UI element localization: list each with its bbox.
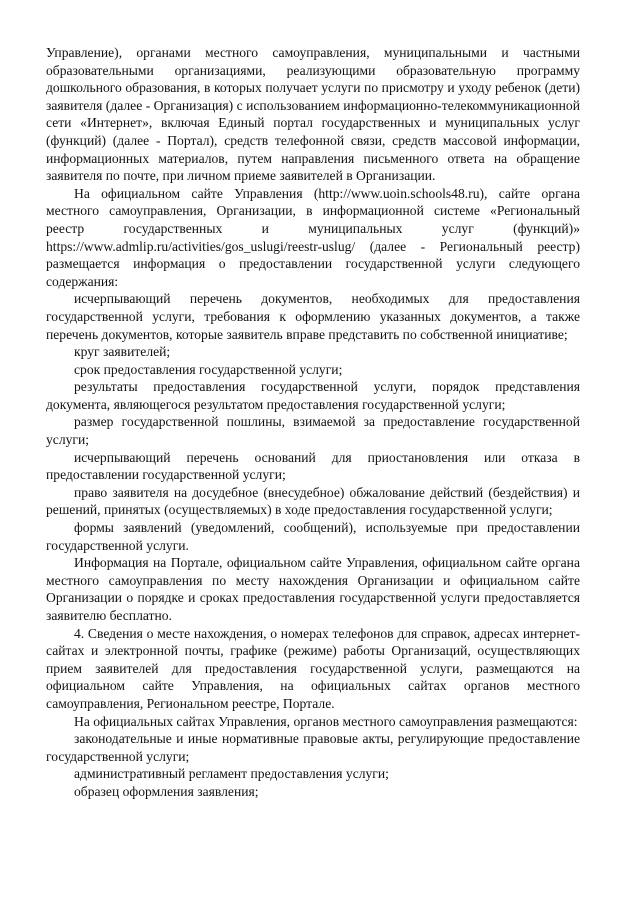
document-body bbox=[46, 44, 580, 801]
list-item: административный регламент предоставления услуги; bbox=[74, 766, 389, 782]
list-item: размер государственной пошлины, взимаемой за предоставление государственной услуги; bbox=[46, 414, 580, 448]
list-item: результаты предоставления государственной услуги, порядок представления документа, являющегося результатом предоставления государственной услуги; bbox=[46, 379, 580, 412]
paragraph: 4. Сведения о месте нахождения, о номерах телефонов для справок, адресах интернет-сайтах и электронной почты, графике (режиме) работы Организаций, осуществляющих прием заявителей для предоставления государственной услуги, размещаются на официальном сайте Управления, на официальных сайтах органов местного самоуправления, Региональном реестре, Портале. bbox=[46, 625, 580, 711]
paragraph: На официальных сайтах Управления, органов местного самоуправления размещаются: bbox=[74, 713, 578, 729]
list-item: круг заявителей; bbox=[74, 344, 171, 360]
list-item: образец оформления заявления; bbox=[74, 783, 259, 799]
list-item: формы заявлений (уведомлений, сообщений), используемые при предоставлении государственной услуги. bbox=[46, 520, 580, 553]
list-item: срок предоставления государственной услуги; bbox=[74, 361, 343, 377]
list-item: исчерпывающий перечень оснований для приостановления или отказа в предоставлении государственной услуги; bbox=[46, 449, 580, 483]
list-item: право заявителя на досудебное (внесудебное) обжалование действий (бездействия) и решений, принятых (осуществляемых) в ходе предоставления государственной услуги; bbox=[46, 484, 580, 518]
list-item: законодательные и иные нормативные правовые акты, регулирующие предоставление государственной услуги; bbox=[46, 731, 580, 764]
list-item: исчерпывающий перечень документов, необходимых для предоставления государственной услуги, требования к оформлению указанных документов, а также перечень документов, которые заявитель вправе представить по собственной инициативе; bbox=[46, 291, 580, 342]
paragraph: На официальном сайте Управления (http://www.uoin.schools48.ru), сайте органа местного самоуправления, Организации, в информационной системе «Региональный реестр государственных и муниципальных услуг (функций)» https://www.admlip.ru/activities/gos_uslugi/reestr-uslug/ (далее - Региональный реестр) размещается информация о предоставлении государственной услуги следующего содержания: bbox=[46, 185, 580, 289]
paragraph: Информация на Портале, официальном сайте Управления, официальном сайте органа местного самоуправления по месту нахождения Организации и официальном сайте Организации о порядке и сроках предоставления государственной услуги предоставляется заявителю бесплатно. bbox=[46, 555, 580, 623]
paragraph: Управление), органами местного самоуправления, муниципальными и частными образовательными организациями, реализующими образовательную программу дошкольного образования, в которых получает услуги по присмотру и уходу ребенок (дети) заявителя (далее - Организация) с использованием информационно-телекоммуникационной сети «Интернет», включая Единый портал государственных и муниципальных услуг (функций) (далее - Портал), средств телефонной связи, средств массовой информации, информационных материалов, путем направления письменного ответа на обращение заявителя по почте, при личном приеме заявителей в Организации. bbox=[46, 45, 580, 184]
